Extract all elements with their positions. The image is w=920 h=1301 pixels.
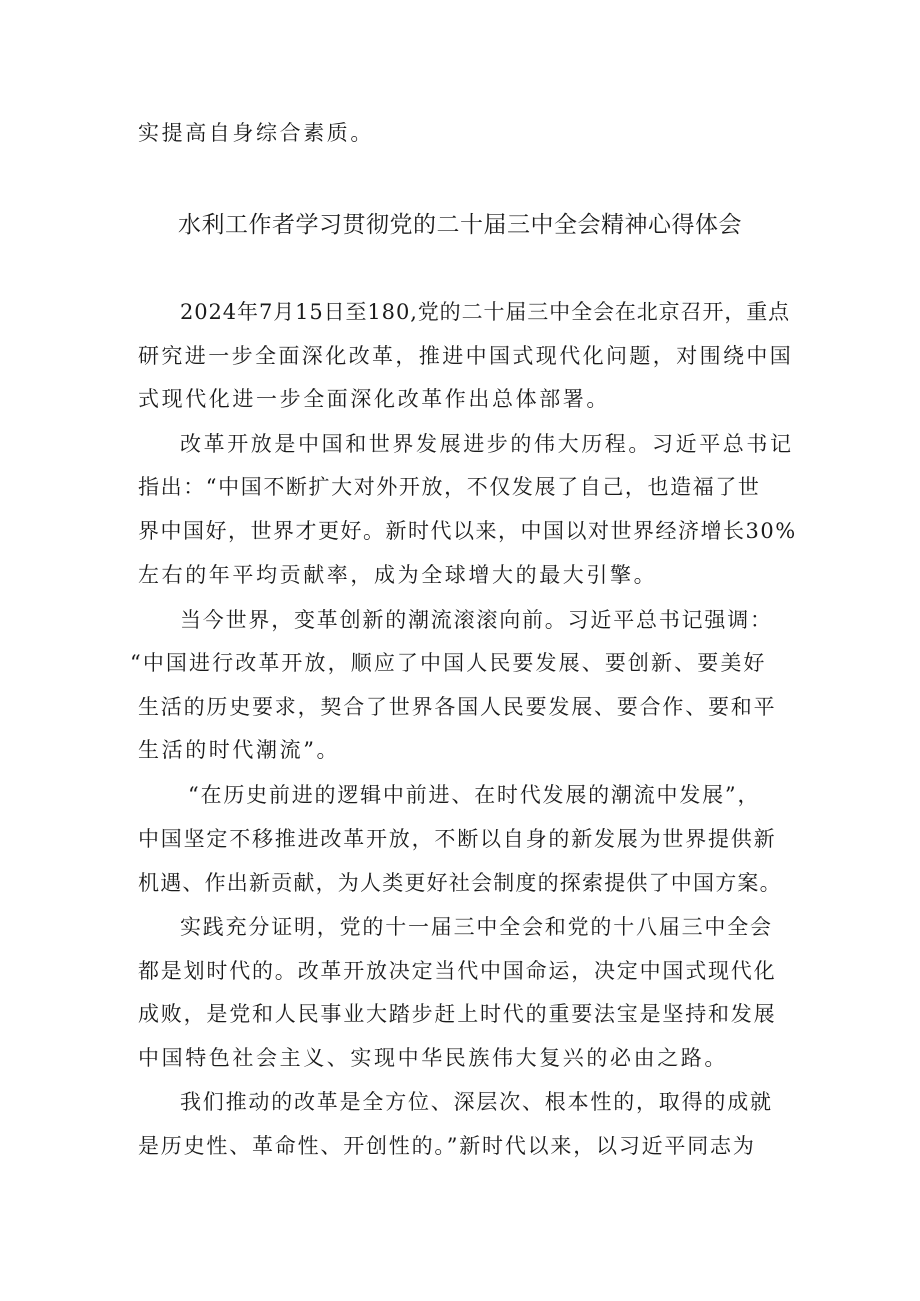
paragraph-line: 2024年7月15日至180,党的二十届三中全会在北京召开，重点 xyxy=(180,300,791,324)
paragraph-line: “在历史前进的逻辑中前进、在时代发展的潮流中发展”， xyxy=(188,783,761,807)
paragraph-line: 指出：“中国不断扩大对外开放，不仅发展了自己，也造福了世 xyxy=(138,475,761,499)
paragraph-line: 中国坚定不移推进改革开放，不断以自身的新发展为世界提供新 xyxy=(138,827,777,851)
paragraph-line: “中国进行改革开放，顺应了中国人民要发展、要创新、要美好 xyxy=(130,651,767,675)
paragraph-line: 生活的历史要求，契合了世界各国人民要发展、要合作、要和平 xyxy=(138,695,777,719)
paragraph-line: 是历史性、革命性、开创性的。”新时代以来，以习近平同志为 xyxy=(138,1134,756,1158)
paragraph-line: 都是划时代的。改革开放决定当代中国命运，决定中国式现代化 xyxy=(138,959,777,983)
paragraph-line: 实践充分证明，党的十一届三中全会和党的十八届三中全会 xyxy=(180,915,773,939)
paragraph-line: 成败，是党和人民事业大踏步赶上时代的重要法宝是坚持和发展 xyxy=(138,1002,777,1026)
paragraph-line: 中国特色社会主义、实现中华民族伟大复兴的必由之路。 xyxy=(138,1046,728,1070)
document-title: 水利工作者学习贯彻党的二十届三中全会精神心得体会 xyxy=(178,212,742,238)
paragraph-line: 生活的时代潮流”。 xyxy=(138,738,341,762)
paragraph-line: 我们推动的改革是全方位、深层次、根本性的，取得的成就 xyxy=(180,1090,773,1114)
paragraph-line: 式现代化进一步全面深化改革作出总体部署。 xyxy=(138,387,610,411)
paragraph-line: 改革开放是中国和世界发展进步的伟大历程。习近平总书记 xyxy=(180,432,794,456)
paragraph-line: 左右的年平均贡献率，成为全球增大的最大引擎。 xyxy=(138,563,658,587)
paragraph-line: 当今世界，变革创新的潮流滚滚向前。习近平总书记强调： xyxy=(180,608,773,632)
paragraph-line: 研究进一步全面深化改革，推进中国式现代化问题，对围绕中国 xyxy=(138,344,794,368)
paragraph-line: 界中国好，世界才更好。新时代以来，中国以对世界经济增长30% xyxy=(138,519,797,543)
lead-line: 实提高自身综合素质。 xyxy=(138,121,374,145)
paragraph-line: 机遇、作出新贡献，为人类更好社会制度的探索提供了中国方案。 xyxy=(138,871,782,895)
